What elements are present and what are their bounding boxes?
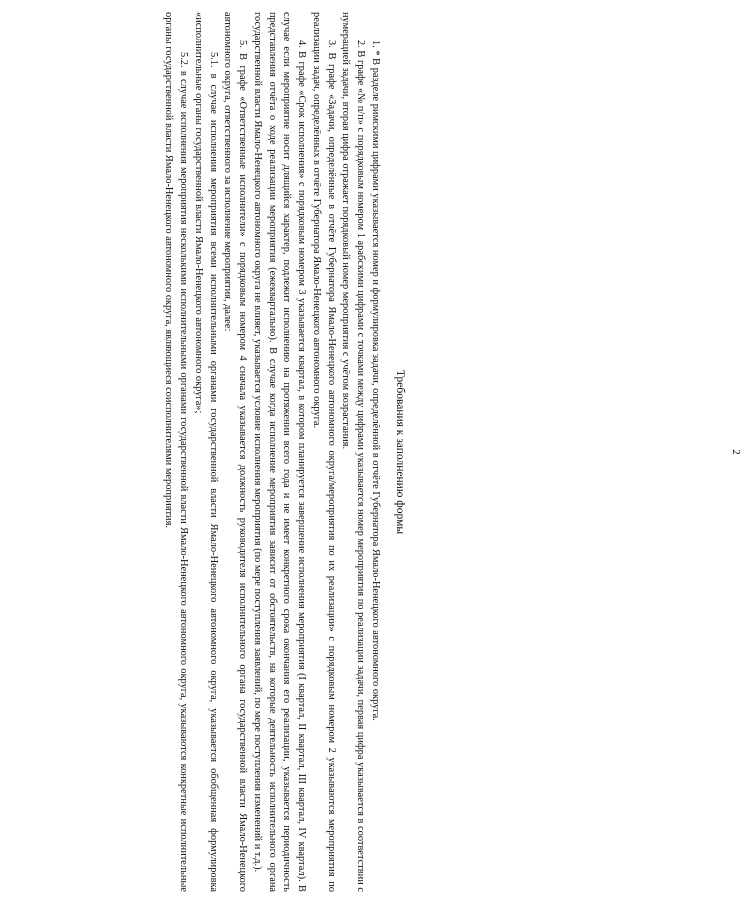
- paragraph-4: 4. В графе «Срок исполнения» с порядковым номером 3 указывается квартал, в котором планируется завершение исполнения мероприятия (I квартал, II квартал, III квартал, IV квартал). В случае если мероприятие носит длящийся характер, подлежит исполнению на протяжении всего года и не имеет конкретного срока окончания его реализации, указывается периодичность представления отчёта о ходе реализации мероприятия (ежеквартально). В случае когда исполнение мероприятия зависит от обстоятельств, на которые деятельность исполнительного органа государственной власти Ямало-Ненецкого автономного округа не влияет, указывается условие исполнения мероприятия (по мере поступления заявлений, по мере поступления изменений и т.д.).: [251, 12, 308, 892]
- paragraph-2: 2. В графе «№ п/п» с порядковым номером 1 арабскими цифрами с точками между цифрами указывается номер мероприятия по реализации задачи, первая цифра указывается в соответствии с нумерацией задачи, вторая цифра отражает порядковый номер мероприятия с учётом возрастания.: [340, 12, 367, 892]
- paragraph-1: 1. * В разделе римскими цифрами указывается номер и формулировка задачи, определённой в отчёте Губернатора Ямало-Ненецкого автономного округа.: [370, 40, 381, 721]
- rotated-content: [106, 12, 742, 892]
- form-requirements-heading: Требования к заполнению формы: [394, 369, 406, 535]
- subparagraph-5-1: 5.1. в случае исполнения мероприятия всеми исполнительными органами государственной власти Ямало-Ненецкого автономного округа, указывается обобщенная формулировка «исполнительные органы государственной власти Ямало-Ненецкого автономного округа»;: [192, 12, 219, 892]
- subparagraph-5-2: 5.2. в случае исполнения мероприятия несколькими исполнительными органами государственной власти Ямало-Ненецкого автономного округа, указываются конкретные исполнительные органы государственной власти Ямало-Ненецкого автономного округа, являющиеся соисполнителями мероприятия.: [163, 12, 190, 892]
- paragraph-3: 3. В графе «Задачи, определённые в отчёте Губернатора Ямало-Ненецкого автономного округа/мероприятия по их реализации» с порядковым номером 2 указываются мероприятия по реализации задач, определённых в отчёте Губернатора Ямало-Ненецкого автономного округа.: [310, 12, 337, 892]
- page-number: 2: [730, 449, 742, 455]
- paragraph-5: 5. В графе «Ответственные исполнители» с порядковым номером 4 сначала указывается должность руководителя исполнительного органа государственной власти Ямало-Ненецкого автономного округа, ответственного за исполнение мероприятия, далее:: [222, 12, 249, 892]
